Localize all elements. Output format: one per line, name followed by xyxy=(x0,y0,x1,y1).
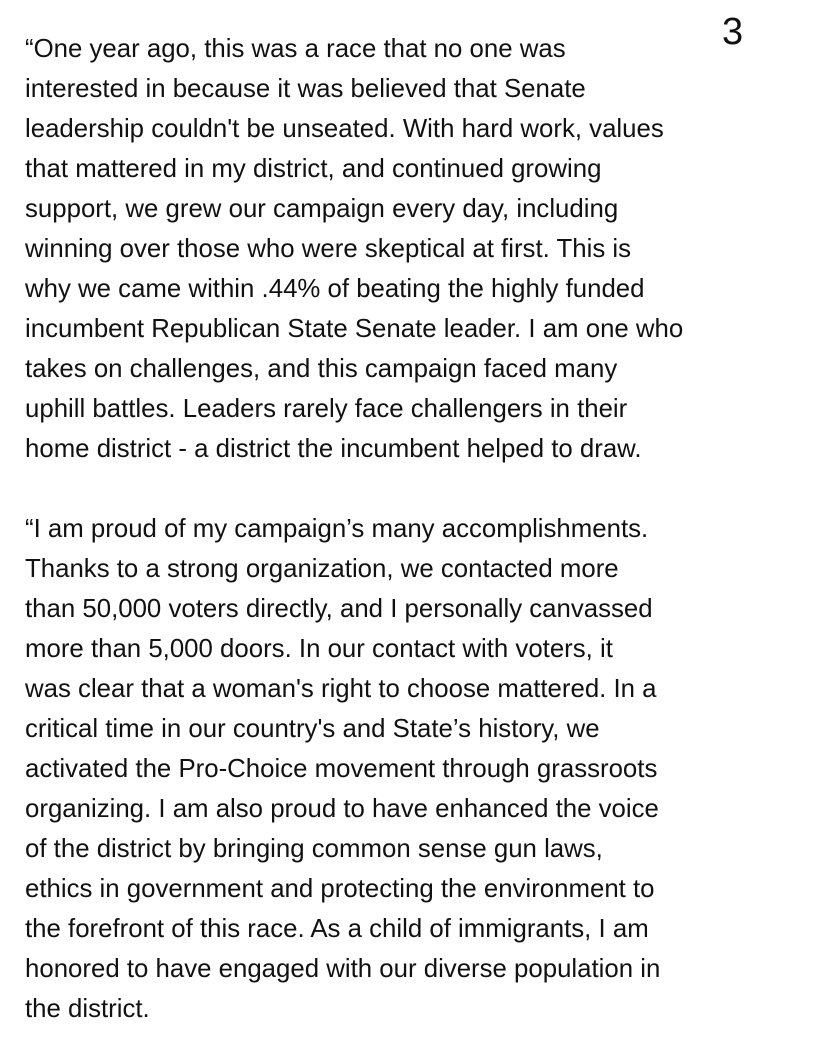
paragraph-line: that mattered in my district, and continued growing xyxy=(25,155,602,183)
paragraph-line: takes on challenges, and this campaign faced many xyxy=(25,355,618,383)
paragraph-line: was clear that a woman's right to choose mattered. In a xyxy=(25,675,657,703)
paragraph-line: organizing. I am also proud to have enhanced the voice xyxy=(25,795,659,823)
paragraph-line: “One year ago, this was a race that no one was xyxy=(25,35,566,63)
paragraph-line: support, we grew our campaign every day, including xyxy=(25,195,619,223)
paragraph-line: the forefront of this race. As a child of immigrants, I am xyxy=(25,915,649,943)
paragraph-line: home district - a district the incumbent helped to draw. xyxy=(25,435,642,463)
paragraph-line: leadership couldn't be unseated. With hard work, values xyxy=(25,115,664,143)
paragraph-line: uphill battles. Leaders rarely face challengers in their xyxy=(25,395,628,423)
paragraph-line: why we came within .44% of beating the highly funded xyxy=(25,275,645,303)
paragraph-line: “I am proud of my campaign’s many accomplishments. xyxy=(25,515,649,543)
paragraph-line: critical time in our country's and State’s history, we xyxy=(25,715,600,743)
paragraph-line: more than 5,000 doors. In our contact with voters, it xyxy=(25,635,613,663)
paragraph-line: honored to have engaged with our diverse population in xyxy=(25,955,661,983)
paragraph-line: incumbent Republican State Senate leader. I am one who xyxy=(25,315,684,343)
page-number: 3 xyxy=(722,11,744,53)
paragraph-1 xyxy=(25,29,815,469)
paragraph-line: Thanks to a strong organization, we contacted more xyxy=(25,555,619,583)
paragraph-2 xyxy=(25,509,815,1029)
paragraph-line: than 50,000 voters directly, and I personally canvassed xyxy=(25,595,653,623)
paragraph-line: ethics in government and protecting the environment to xyxy=(25,875,655,903)
paragraph-line: activated the Pro-Choice movement through grassroots xyxy=(25,755,658,783)
paragraph-line: interested in because it was believed that Senate xyxy=(25,75,586,103)
paragraph-line: the district. xyxy=(25,995,150,1023)
paragraph-line: of the district by bringing common sense gun laws, xyxy=(25,835,603,863)
paragraph-line: winning over those who were skeptical at first. This is xyxy=(25,235,632,263)
